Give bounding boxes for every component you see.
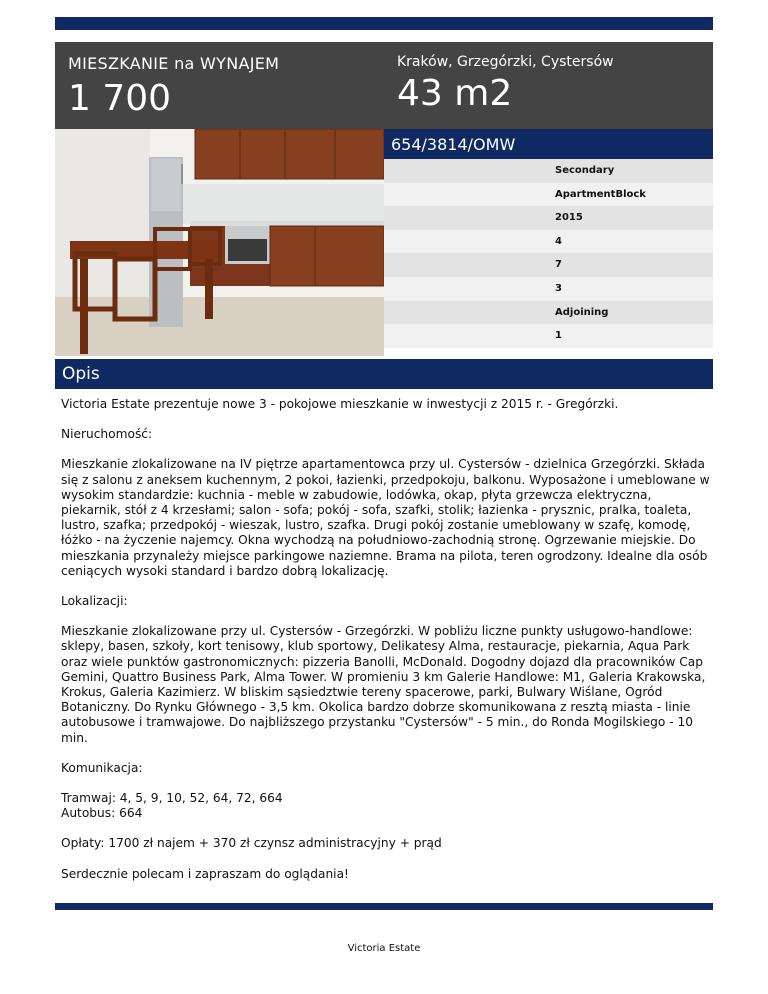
- description-location: Mieszkanie zlokalizowane przy ul. Cystersów - Grzegórzki. W pobliżu liczne punkty usługowo-handlowe: sklepy, basen, szkoły, kort tenisowy, klub sportowy, Delikatesy Alma, restauracje, piekarnia, Aqua Park oraz wiele punktów gastronomicznych: pizzeria Banolli, McDonald. Dogodny dojazd dla pracowników Cap Gemini, Quattro Business Park, Alma Tower. W promieniu 3 km Galerie Handlowe: M1, Galeria Krakowska, Krokus, Galeria Kazimierz. W bliskim sąsiedztwie tereny spacerowe, parki, Bulwary Wiślane, Ogród Botaniczny. Do Rynku Głównego - 3,5 km. Okolica bardzo dobrze skomunikowana z resztą miasta - linie autobusowe i tramwajowe. Do najbliższego przystanku "Cystersów" - 5 min., do Ronda Mogilskiego - 10 min.: [61, 624, 706, 745]
- description-heading-transport: Komunikacja:: [61, 760, 143, 775]
- listing-price: 1 700: [68, 78, 172, 119]
- description-fees: Opłaty: 1700 zł najem + 370 zł czynsz administracyjny + prąd: [61, 836, 442, 851]
- param-build-year: 2015: [384, 206, 713, 230]
- listing-header: [55, 42, 713, 129]
- param-rooms: 3: [384, 277, 713, 301]
- top-divider: [55, 17, 713, 30]
- header-right: [397, 54, 614, 114]
- section-title: Opis: [55, 359, 713, 389]
- param-bathrooms: 1: [384, 324, 713, 348]
- param-floor: 4: [384, 230, 713, 254]
- param-market: Secondary: [384, 159, 713, 183]
- parameters-table: [384, 159, 713, 348]
- description-closing: Serdecznie polecam i zapraszam do oglądania!: [61, 866, 349, 881]
- apartment-kitchen-photo-icon: [55, 129, 384, 356]
- description-heading-location: Lokalizacji:: [61, 594, 128, 609]
- header-left: [68, 54, 279, 119]
- listing-location: Kraków, Grzegórzki, Cystersów: [397, 54, 614, 70]
- description-transport: Tramwaj: 4, 5, 9, 10, 52, 64, 72, 664 Autobus: 664: [61, 791, 283, 821]
- description-property: Mieszkanie zlokalizowane na IV piętrze apartamentowca przy ul. Cystersów - dzielnica Grzegórzki. Składa się z salonu z aneksem kuchennym, 2 pokoi, łazienki, przedpokoju, balkonu. Wyposażone i umeblowane w wysokim standardzie: kuchnia - meble w zabudowie, lodówka, okap, płyta grzewcza elektryczna, piekarnik, stół z 4 krzesłami; salon - sofa; pokój - sofa, szafki, stolik; łazienka - prysznic, pralka, toaleta, lustro, szafka; przedpokój - wieszak, lustro, szafka. Drugi pokój zostanie umeblowany w szafę, komodę, łóżko - na życzenie najemcy. Okna wychodzą na południowo-zachodnią stronę. Ogrzewanie miejskie. Do mieszkania przynależy miejsce parkingowe naziemne. Brama na pilota, teren ogrodzony. Idealne dla osób ceniących wysoki standard i bardzo dobrą lokalizację.: [61, 457, 710, 578]
- listing-area: 43 m2: [397, 73, 513, 114]
- param-building-type: ApartmentBlock: [384, 183, 713, 207]
- param-kitchen: Adjoining: [384, 301, 713, 325]
- reference-number: 654/3814/OMW: [384, 129, 713, 159]
- listing-type: MIESZKANIE na WYNAJEM: [68, 54, 280, 73]
- description-heading-property: Nieruchomość:: [61, 427, 153, 442]
- description: [61, 397, 711, 897]
- bottom-divider: [55, 903, 713, 910]
- description-intro: Victoria Estate prezentuje nowe 3 - pokojowe mieszkanie w inwestycji z 2015 r. - Gregórzki.: [61, 397, 619, 411]
- param-floors-total: 7: [384, 253, 713, 277]
- footer-agency: Victoria Estate: [347, 943, 421, 954]
- apartment-photo: [55, 129, 384, 356]
